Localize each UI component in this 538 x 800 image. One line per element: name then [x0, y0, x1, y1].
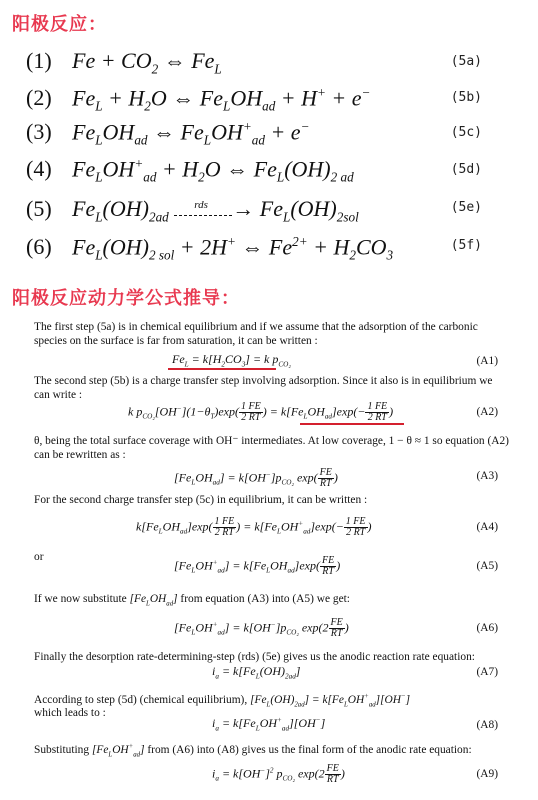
- reaction-4: (4) $Fe_LOH^+_{ad} + H_2O$ ⇔ $Fe_L(OH)_{2 ad}$: [26, 156, 354, 185]
- equation-label: (A9): [476, 768, 498, 780]
- equation-a5: $[Fe_LOH^+_{ad}] = k[Fe_LOH_{ad}]\exp$( $\frac{FE}{RT}$ ): [174, 555, 341, 577]
- equation-label: (A7): [476, 666, 498, 678]
- reaction-3: (3) $Fe_LOH_{ad}$ ⇔ $Fe_LOH^+_{ad} + e^-$: [26, 119, 310, 148]
- reaction-2: (2) $Fe_L + H_2O$ ⇔ $Fe_LOH_{ad} + H^+ + e^-$: [26, 85, 371, 114]
- highlight-underline: [168, 368, 276, 370]
- paragraph: Finally the desorption rate-determining-step (rds) (5e) gives us the anodic reaction rate equation:: [34, 651, 475, 663]
- equation-a6: $[Fe_LOH^+_{ad}] = k[OH^-]p_{CO_2}$ exp(2 $\frac{FE}{RT}$ ): [174, 617, 349, 639]
- paragraph: The second step (5b) is a charge transfer step involving adsorption. Since it also is in equilibrium we can write :: [34, 375, 493, 401]
- equation-label: (A3): [476, 470, 498, 482]
- reaction-tag: (5b): [450, 90, 482, 105]
- reaction-tag: (5a): [450, 54, 482, 69]
- reaction-tag: (5e): [450, 200, 482, 215]
- reaction-1: (1) $Fe + CO_2$ ⇔ $Fe_L$: [26, 48, 222, 77]
- equation-a1: $Fe_L = k[H_2CO_3] = k$ $p_{CO_2}$: [172, 352, 291, 369]
- equation-label: (A4): [476, 521, 498, 533]
- equation-a7: $i_a = k[Fe_L(OH)_{2ad}]$: [212, 664, 301, 681]
- equation-label: (A2): [476, 406, 498, 418]
- equation-label: (A1): [476, 355, 498, 367]
- reaction-tag: (5d): [450, 162, 482, 177]
- rds-label: rds: [194, 199, 208, 211]
- paragraph: If we now substitute $[Fe_LOH_{ad}]$ from equation (A3) into (A5) we get:: [34, 593, 350, 608]
- paragraph: or: [34, 551, 44, 563]
- equation-label: (A6): [476, 622, 498, 634]
- equation-a2: k $p_{CO_2}[OH^-](1-\theta_T)\exp$( $\frac{1 FE}{2 RT}$ ) = $k[Fe_LOH_{ad}]\exp(-$ $\frac{1 FE}{2 RT}$ ): [128, 401, 394, 423]
- highlight-underline: [300, 423, 404, 425]
- reaction-tag: (5f): [450, 238, 482, 253]
- reaction-6: (6) $Fe_L(OH)_{2 sol} + 2H^+$ ⇔ $Fe^{2+} + H_2CO_3$: [26, 234, 394, 263]
- section-heading-anodic-reaction: 阳极反应：: [12, 14, 107, 35]
- reaction-tag: (5c): [450, 125, 482, 140]
- equation-a4: $k[Fe_LOH_{ad}]\exp$( $\frac{1 FE}{2 RT}$ ) = $k[Fe_LOH^+_{ad}]\exp(-$ $\frac{1 FE}{2 RT}$ ): [136, 516, 372, 538]
- paragraph: The first step (5a) is in chemical equilibrium and if we assume that the adsorption of the carbonic species on the surface is far from saturation, it can be written :: [34, 321, 478, 347]
- section-heading-kinetics-derivation: 阳极反应动力学公式推导：: [12, 288, 240, 309]
- paragraph: Substituting $[Fe_LOH^+_{ad}]$ from (A6) into (A8) gives us the final form of the anodic rate equation:: [34, 743, 472, 759]
- equation-label: (A8): [476, 719, 498, 731]
- equation-a3: $[Fe_LOH_{ad}] = k[OH^-]p_{CO_2}$ exp( $\frac{FE}{RT}$ ): [174, 467, 338, 489]
- equation-a9: $i_a = k[OH^-]^2$ $p_{CO_2}$ exp(2 $\frac{FE}{RT}$ ): [212, 763, 345, 785]
- reaction-5: (5) $Fe_L(OH)_{2ad}$ rds → $Fe_L(OH)_{2sol}$: [26, 196, 359, 225]
- paragraph: θ, being the total surface coverage with OH⁻ intermediates. At low coverage, 1 − θ ≈ 1 so equation (A2) can be rewritten as :: [34, 435, 509, 461]
- equation-a8: $i_a = k[Fe_LOH^+_{ad}][OH^-]$: [212, 716, 326, 733]
- equation-label: (A5): [476, 560, 498, 572]
- paragraph: which leads to :: [34, 707, 106, 719]
- paragraph: According to step (5d) (chemical equilibrium), $[Fe_L(OH)_{2ad}] = k[Fe_LOH^+_{ad}][OH^-]$: [34, 693, 411, 709]
- paragraph: For the second charge transfer step (5c) in equilibrium, it can be written :: [34, 494, 368, 506]
